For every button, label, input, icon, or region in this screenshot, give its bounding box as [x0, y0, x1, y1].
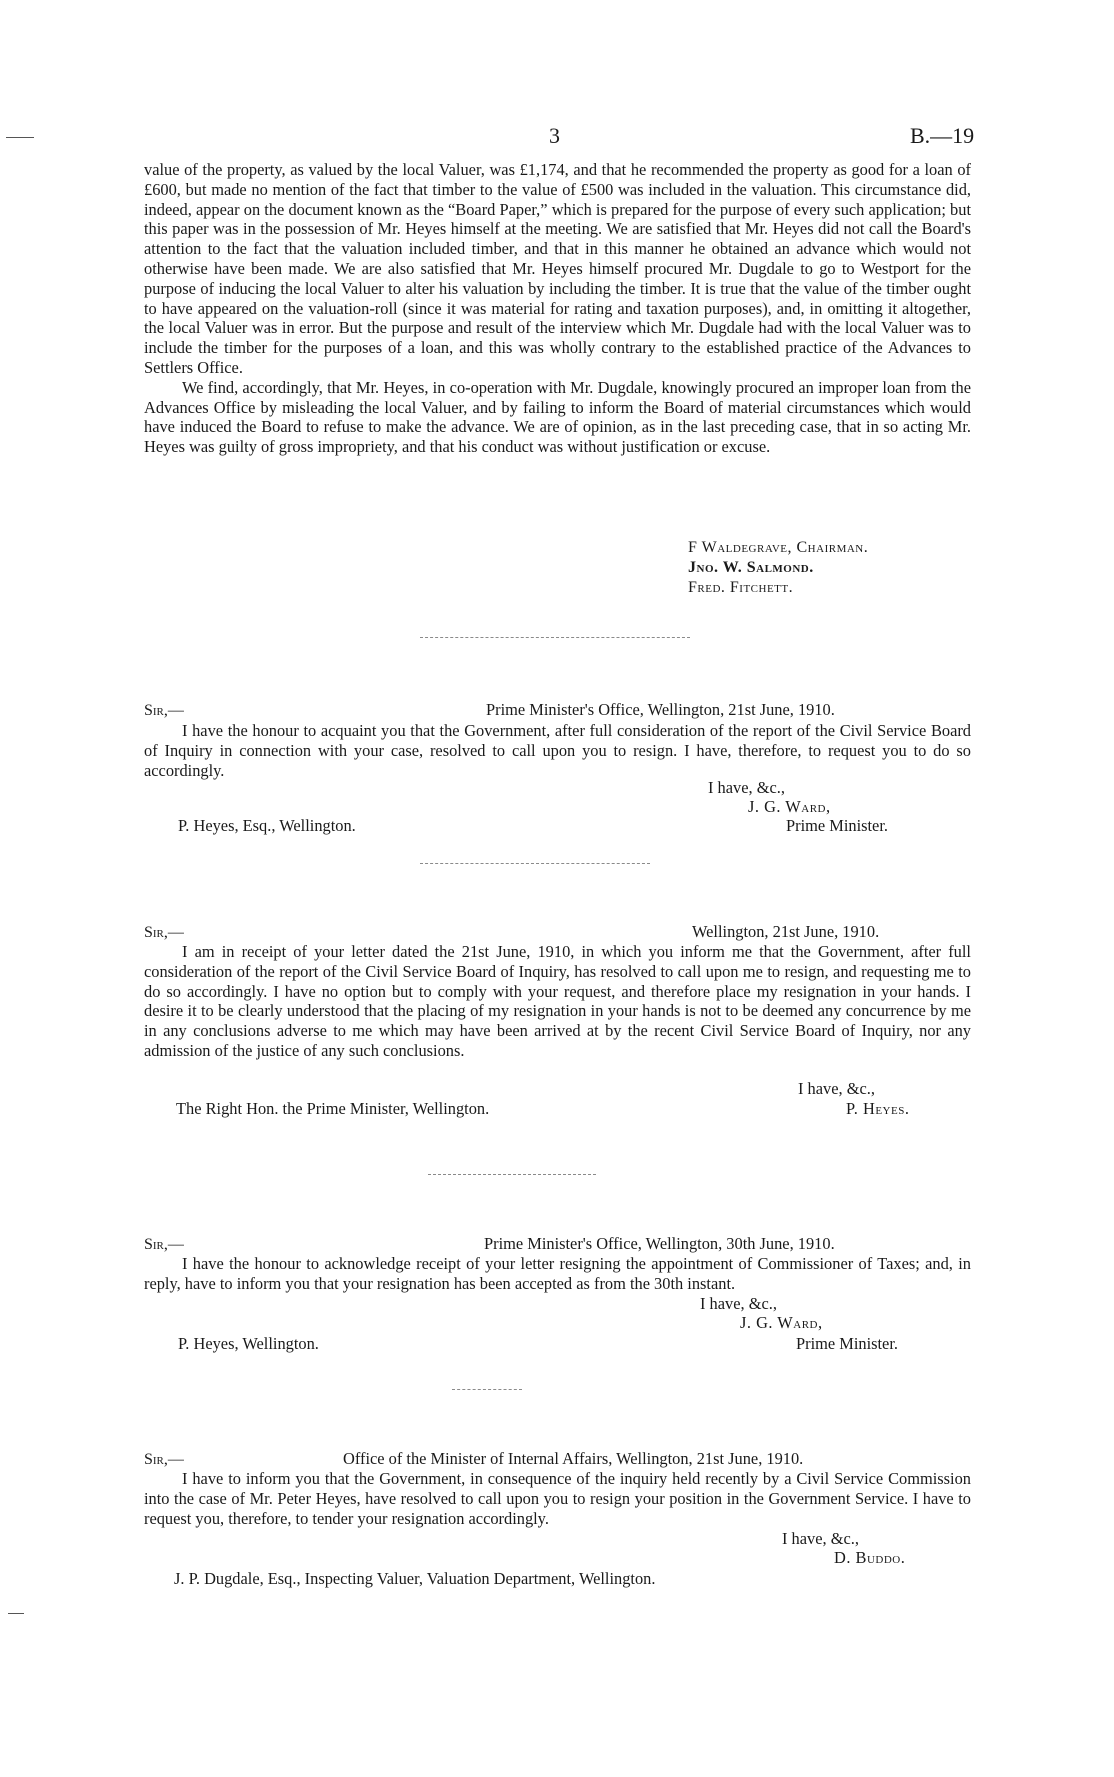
letter-2-body — [144, 942, 971, 1061]
letter-2-closing: I have, &c., — [798, 1079, 875, 1098]
report-body — [144, 160, 971, 457]
letter-3-signer: J. G. Ward, — [740, 1313, 823, 1332]
margin-mark — [8, 1613, 24, 1614]
signatory-salmond: Jno. W. Salmond. — [688, 559, 814, 576]
letter-2-text: I am in receipt of your letter dated the 21st June, 1910, in which you inform me that the Government, after full consideration of the report of the Civil Service Board of Inquiry, has resolved to call upon me to resign, and requesting me to do so accordingly. I have no option but to comply with your request, and therefore place my resignation in your hands. I desire it to be clearly understood that the placing of my resignation in your hands is not to be deemed any concurrence by me in any conclusions adverse to me which may have been arrived at by the recent Civil Service Board of Inquiry, nor any admission of the justice of any such conclusions. — [144, 942, 971, 1060]
letter-1-signer: J. G. Ward, — [748, 797, 831, 816]
page-number: 3 — [549, 123, 560, 148]
letter-4-addressee: J. P. Dugdale, Esq., Inspecting Valuer, Valuation Department, Wellington. — [174, 1569, 656, 1588]
section-divider — [420, 863, 650, 864]
section-divider — [428, 1174, 596, 1175]
letter-4-place-date: Office of the Minister of Internal Affairs, Wellington, 21st June, 1910. — [343, 1449, 804, 1468]
letter-4-closing: I have, &c., — [782, 1529, 859, 1548]
letter-1-closing: I have, &c., — [708, 778, 785, 797]
letter-1-salutation: Sir,— — [144, 702, 184, 719]
report-paragraph-2: We find, accordingly, that Mr. Heyes, in co-operation with Mr. Dugdale, knowingly procured an improper loan from the Advances Office by misleading the local Valuer, and by failing to inform the Board of material circumstances which would have induced the Board to refuse to make the advance. We are of opinion, as in the last preceding case, that in so acting Mr. Heyes was guilty of gross impropriety, and that his conduct was without justification or excuse. — [144, 377, 971, 457]
letter-2-place-date: Wellington, 21st June, 1910. — [692, 922, 880, 941]
letter-3-closing: I have, &c., — [700, 1294, 777, 1313]
margin-mark — [6, 137, 34, 138]
letter-2-addressee: The Right Hon. the Prime Minister, Wellington. — [176, 1099, 490, 1118]
letter-3-text: I have the honour to acknowledge receipt of your letter resigning the appointment of Commissioner of Taxes; and, in reply, have to inform you that your resignation has been accepted as from the 30th instant. — [144, 1254, 971, 1293]
letter-3-addressee: P. Heyes, Wellington. — [178, 1334, 319, 1353]
section-divider — [420, 637, 690, 638]
letter-1-body — [144, 721, 971, 780]
signatory-chairman: F Waldegrave, Chairman. — [688, 539, 869, 556]
letter-2-signer: P. Heyes. — [846, 1099, 910, 1118]
letter-3-place-date: Prime Minister's Office, Wellington, 30th June, 1910. — [484, 1234, 835, 1253]
letter-1-text: I have the honour to acquaint you that the Government, after full consideration of the report of the Civil Service Board of Inquiry in connection with your case, resolved to call upon you to resign. I have, therefore, to request you to do so accordingly. — [144, 721, 971, 780]
letter-1-signer-title: Prime Minister. — [786, 816, 888, 835]
letter-4-body — [144, 1469, 971, 1528]
letter-1-place-date: Prime Minister's Office, Wellington, 21st June, 1910. — [486, 700, 835, 719]
letter-3-signer-title: Prime Minister. — [796, 1334, 898, 1353]
letter-2-salutation: Sir,— — [144, 924, 184, 941]
letter-4-signer: D. Buddo. — [834, 1548, 906, 1567]
letter-3-salutation: Sir,— — [144, 1236, 184, 1253]
section-divider — [452, 1389, 522, 1390]
letter-3-body — [144, 1254, 971, 1294]
letter-1-addressee: P. Heyes, Esq., Wellington. — [178, 816, 356, 835]
report-paragraph-1: value of the property, as valued by the local Valuer, was £1,174, and that he recommended the property as good for a loan of £600, but made no mention of the fact that timber to the value of £500 was included in the valuation. This circumstance did, indeed, appear on the document known as the “Board Paper,” which is prepared for the purpose of every such application; but this paper was in the possession of Mr. Heyes himself at the meeting. We are satisfied that Mr. Heyes did not call the Board's attention to the fact that the valuation included timber, and that in this manner he obtained an advance which would not otherwise have been made. We are also satisfied that Mr. Heyes himself procured Mr. Dugdale to go to Westport for the purpose of inducing the local Valuer to alter his valuation by including the timber. It is true that the value of the timber ought to have appeared on the valuation-roll (since it was material for rating and taxation purposes), and, in omitting it altogether, the local Valuer was in error. But the purpose and result of the interview which Mr. Dugdale had with the local Valuer was to include the timber for the purposes of a loan, and this was wholly contrary to the established practice of the Advances to Settlers Office. — [144, 160, 971, 377]
letter-4-text: I have to inform you that the Government, in consequence of the inquiry held recently by a Civil Service Commission into the case of Mr. Peter Heyes, have resolved to call upon you to resign your position in the Government Service. I have to request you, therefore, to tender your resignation accordingly. — [144, 1469, 971, 1528]
signatory-fitchett: Fred. Fitchett. — [688, 579, 794, 596]
document-code: B.—19 — [910, 123, 975, 148]
letter-4-salutation: Sir,— — [144, 1451, 184, 1468]
